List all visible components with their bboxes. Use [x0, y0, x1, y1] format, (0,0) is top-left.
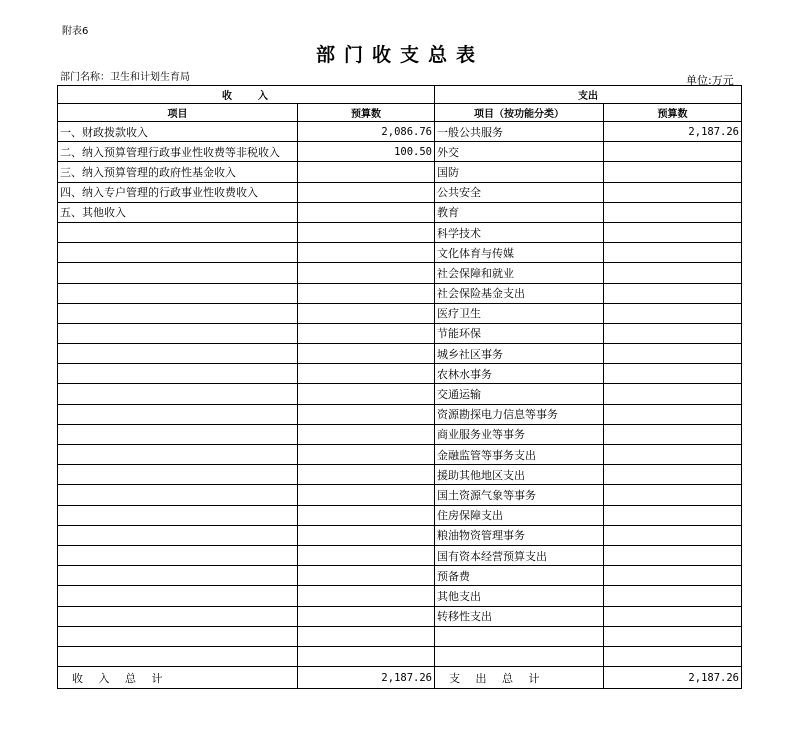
table-row [58, 384, 742, 404]
table-row [58, 525, 742, 545]
expense-value-cell [604, 424, 742, 444]
income-item-cell [58, 283, 298, 303]
income-value-cell [298, 626, 435, 646]
table-row [58, 445, 742, 465]
expense-section-header: 支出 [435, 86, 742, 104]
income-value-cell: 2,086.76 [298, 122, 435, 142]
expense-value-cell [604, 445, 742, 465]
table-row [58, 122, 742, 142]
table-row [58, 142, 742, 162]
income-value-cell [298, 545, 435, 565]
income-item-cell [58, 364, 298, 384]
income-value-cell [298, 445, 435, 465]
income-item-cell [58, 566, 298, 586]
income-item-cell [58, 384, 298, 404]
expense-item-cell: 金融监管等事务支出 [435, 445, 604, 465]
table-row [58, 222, 742, 242]
expense-value-cell [604, 303, 742, 323]
income-item-cell [58, 505, 298, 525]
table-row [58, 566, 742, 586]
income-value-cell [298, 465, 435, 485]
expense-item-cell: 交通运输 [435, 384, 604, 404]
income-item-cell: 五、其他收入 [58, 202, 298, 222]
expense-value-cell [604, 626, 742, 646]
income-item-cell [58, 222, 298, 242]
expense-item-cell: 转移性支出 [435, 606, 604, 626]
table-row [58, 626, 742, 646]
income-item-cell [58, 646, 298, 666]
expense-value-cell [604, 344, 742, 364]
expense-value-cell [604, 243, 742, 263]
expense-item-cell [435, 646, 604, 666]
income-value-cell [298, 485, 435, 505]
expense-item-cell: 节能环保 [435, 323, 604, 343]
budget-summary-table [57, 85, 742, 689]
expense-item-cell: 文化体育与传媒 [435, 243, 604, 263]
table-row [58, 162, 742, 182]
expense-item-cell: 社会保险基金支出 [435, 283, 604, 303]
income-value-cell [298, 384, 435, 404]
expense-item-cell: 其他支出 [435, 586, 604, 606]
income-value-cell [298, 182, 435, 202]
table-row [58, 505, 742, 525]
income-value-cell [298, 323, 435, 343]
col-header-item-func: 项目（按功能分类） [435, 104, 604, 122]
income-section-header: 收 入 [58, 86, 435, 104]
income-item-cell [58, 445, 298, 465]
income-item-cell [58, 263, 298, 283]
income-item-cell [58, 586, 298, 606]
income-item-cell [58, 303, 298, 323]
income-value-cell: 100.50 [298, 142, 435, 162]
expense-item-cell: 国防 [435, 162, 604, 182]
income-value-cell [298, 505, 435, 525]
expense-value-cell [604, 545, 742, 565]
expense-item-cell: 住房保障支出 [435, 505, 604, 525]
income-item-cell: 三、纳入预算管理的政府性基金收入 [58, 162, 298, 182]
table-row [58, 182, 742, 202]
table-row [58, 364, 742, 384]
col-header-item: 项目 [58, 104, 298, 122]
expense-value-cell [604, 182, 742, 202]
expense-item-cell: 粮油物资管理事务 [435, 525, 604, 545]
expense-item-cell: 社会保障和就业 [435, 263, 604, 283]
expense-item-cell: 外交 [435, 142, 604, 162]
expense-item-cell: 商业服务业等事务 [435, 424, 604, 444]
unit-label: 单位:万元 [686, 74, 734, 87]
expense-item-cell: 教育 [435, 202, 604, 222]
income-value-cell [298, 283, 435, 303]
table-row [58, 545, 742, 565]
col-header-budget: 预算数 [298, 104, 435, 122]
table-row [58, 263, 742, 283]
expense-item-cell: 援助其他地区支出 [435, 465, 604, 485]
expense-value-cell [604, 364, 742, 384]
expense-value-cell [604, 162, 742, 182]
income-value-cell [298, 404, 435, 424]
expense-item-cell: 一般公共服务 [435, 122, 604, 142]
page-title: 部门收支总表 [315, 44, 484, 66]
expense-item-cell: 农林水事务 [435, 364, 604, 384]
expense-value-cell [604, 323, 742, 343]
income-item-cell: 四、纳入专户管理的行政事业性收费收入 [58, 182, 298, 202]
expense-value-cell [604, 465, 742, 485]
expense-value-cell [604, 505, 742, 525]
expense-value-cell [604, 586, 742, 606]
section-header-row [58, 86, 742, 104]
income-value-cell [298, 364, 435, 384]
expense-item-cell: 资源勘探电力信息等事务 [435, 404, 604, 424]
expense-value-cell [604, 566, 742, 586]
income-value-cell [298, 303, 435, 323]
table-row [58, 646, 742, 666]
income-value-cell [298, 243, 435, 263]
income-item-cell [58, 323, 298, 343]
expense-total-value: 2,187.26 [604, 667, 742, 689]
expense-value-cell [604, 646, 742, 666]
appendix-label: 附表6 [62, 26, 89, 37]
table-row [58, 586, 742, 606]
expense-value-cell [604, 485, 742, 505]
table-row [58, 485, 742, 505]
income-total-label: 收 入 总 计 [58, 667, 298, 689]
expense-item-cell: 科学技术 [435, 222, 604, 242]
expense-item-cell: 医疗卫生 [435, 303, 604, 323]
income-item-cell [58, 545, 298, 565]
income-item-cell [58, 626, 298, 646]
expense-item-cell: 公共安全 [435, 182, 604, 202]
expense-value-cell [604, 525, 742, 545]
expense-value-cell [604, 283, 742, 303]
table-row [58, 323, 742, 343]
table-row [58, 202, 742, 222]
income-item-cell [58, 243, 298, 263]
income-value-cell [298, 202, 435, 222]
expense-item-cell: 城乡社区事务 [435, 344, 604, 364]
expense-total-label: 支 出 总 计 [435, 667, 604, 689]
expense-value-cell [604, 142, 742, 162]
income-item-cell [58, 465, 298, 485]
expense-item-cell: 国有资本经营预算支出 [435, 545, 604, 565]
income-item-cell [58, 344, 298, 364]
column-header-row [58, 104, 742, 122]
income-item-cell [58, 525, 298, 545]
expense-value-cell [604, 606, 742, 626]
expense-value-cell [604, 222, 742, 242]
table-row [58, 344, 742, 364]
table-row [58, 283, 742, 303]
expense-value-cell: 2,187.26 [604, 122, 742, 142]
income-value-cell [298, 586, 435, 606]
income-value-cell [298, 606, 435, 626]
table-row [58, 465, 742, 485]
income-value-cell [298, 424, 435, 444]
income-item-cell: 二、纳入预算管理行政事业性收费等非税收入 [58, 142, 298, 162]
income-value-cell [298, 344, 435, 364]
income-item-cell [58, 404, 298, 424]
expense-value-cell [604, 263, 742, 283]
income-item-cell [58, 424, 298, 444]
income-value-cell [298, 646, 435, 666]
income-item-cell [58, 485, 298, 505]
expense-item-cell: 预备费 [435, 566, 604, 586]
table-row [58, 424, 742, 444]
expense-value-cell [604, 384, 742, 404]
income-value-cell [298, 222, 435, 242]
table-row [58, 404, 742, 424]
income-item-cell [58, 606, 298, 626]
expense-item-cell: 国土资源气象等事务 [435, 485, 604, 505]
expense-value-cell [604, 404, 742, 424]
expense-value-cell [604, 202, 742, 222]
table-row [58, 303, 742, 323]
expense-item-cell [435, 626, 604, 646]
table-row [58, 606, 742, 626]
total-row [58, 667, 742, 689]
col-header-budget2: 预算数 [604, 104, 742, 122]
income-value-cell [298, 263, 435, 283]
department-name: 部门名称：卫生和计划生育局 [60, 72, 190, 83]
income-total-value: 2,187.26 [298, 667, 435, 689]
income-item-cell: 一、财政拨款收入 [58, 122, 298, 142]
income-value-cell [298, 525, 435, 545]
income-value-cell [298, 162, 435, 182]
income-value-cell [298, 566, 435, 586]
table-row [58, 243, 742, 263]
